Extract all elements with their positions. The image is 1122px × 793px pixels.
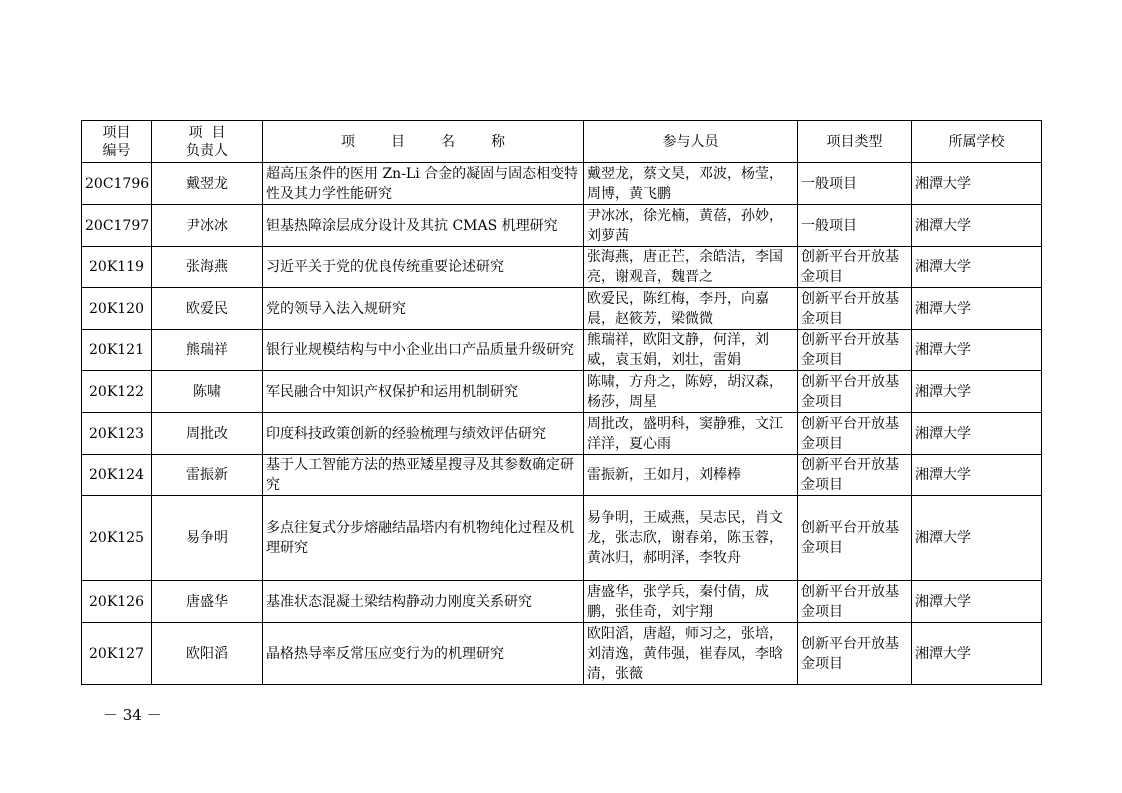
school-cell: 湘潭大学 bbox=[912, 288, 1042, 330]
school-cell: 湘潭大学 bbox=[912, 455, 1042, 496]
members-cell: 欧爱民，陈红梅，李丹，向嘉晨，赵筱芳，梁微微 bbox=[584, 288, 798, 330]
members-cell: 陈啸，方舟之，陈婷，胡汉森，杨莎，周星 bbox=[584, 371, 798, 413]
project-leader-cell: 雷振新 bbox=[152, 455, 263, 496]
header-project-id bbox=[82, 121, 152, 163]
school-cell: 湘潭大学 bbox=[912, 496, 1042, 581]
project-id-cell: 20K123 bbox=[82, 413, 152, 455]
project-type-cell: 一般项目 bbox=[798, 163, 912, 205]
project-leader-cell: 陈啸 bbox=[152, 371, 263, 413]
project-type-cell: 一般项目 bbox=[798, 205, 912, 247]
project-leader-cell: 唐盛华 bbox=[152, 581, 263, 623]
project-name-cell: 银行业规模结构与中小企业出口产品质量升级研究 bbox=[263, 330, 584, 371]
header-name-text: 项目名称 bbox=[341, 133, 541, 150]
school-cell: 湘潭大学 bbox=[912, 623, 1042, 685]
project-name-cell: 基于人工智能方法的热亚矮星搜寻及其参数确定研究 bbox=[263, 455, 584, 496]
project-id-cell: 20K127 bbox=[82, 623, 152, 685]
project-id-cell: 20K119 bbox=[82, 247, 152, 288]
school-cell: 湘潭大学 bbox=[912, 205, 1042, 247]
table-row bbox=[82, 330, 1042, 371]
project-type-cell: 创新平台开放基金项目 bbox=[798, 288, 912, 330]
members-cell: 欧阳滔，唐超，师习之，张培，刘清逸，黄伟强，崔春凤，李晗清，张薇 bbox=[584, 623, 798, 685]
header-project-name bbox=[263, 121, 584, 163]
project-name-cell: 多点往复式分步熔融结晶塔内有机物纯化过程及机理研究 bbox=[263, 496, 584, 581]
school-cell: 湘潭大学 bbox=[912, 581, 1042, 623]
header-project-leader bbox=[152, 121, 263, 163]
project-id-cell: 20K122 bbox=[82, 371, 152, 413]
members-cell: 熊瑞祥，欧阳文静，何洋，刘威，袁玉娟，刘壮，雷娟 bbox=[584, 330, 798, 371]
project-id-cell: 20K125 bbox=[82, 496, 152, 581]
project-type-cell: 创新平台开放基金项目 bbox=[798, 455, 912, 496]
project-id-cell: 20C1796 bbox=[82, 163, 152, 205]
school-cell: 湘潭大学 bbox=[912, 330, 1042, 371]
table-row bbox=[82, 205, 1042, 247]
members-cell: 唐盛华，张学兵，秦付倩，成鹏，张佳奇，刘宇翔 bbox=[584, 581, 798, 623]
table-row bbox=[82, 371, 1042, 413]
project-name-cell: 钽基热障涂层成分设计及其抗 CMAS 机理研究 bbox=[263, 205, 584, 247]
school-cell: 湘潭大学 bbox=[912, 163, 1042, 205]
project-leader-cell: 欧爱民 bbox=[152, 288, 263, 330]
project-name-cell: 晶格热导率反常压应变行为的机理研究 bbox=[263, 623, 584, 685]
header-id-line1: 项目 bbox=[102, 124, 131, 141]
members-cell: 张海燕，唐正芒，余皓洁，李国亮，谢观音，魏晋之 bbox=[584, 247, 798, 288]
page-number: － 34 － bbox=[103, 706, 162, 724]
header-leader-line2: 负责人 bbox=[186, 142, 228, 159]
project-name-cell: 党的领导入法入规研究 bbox=[263, 288, 584, 330]
table-row bbox=[82, 623, 1042, 685]
project-leader-cell: 熊瑞祥 bbox=[152, 330, 263, 371]
header-id-line2: 编号 bbox=[102, 142, 131, 159]
project-leader-cell: 易争明 bbox=[152, 496, 263, 581]
members-cell: 雷振新，王如月，刘棒棒 bbox=[584, 455, 798, 496]
table-row bbox=[82, 496, 1042, 581]
table-row bbox=[82, 455, 1042, 496]
header-members: 参与人员 bbox=[584, 121, 798, 163]
school-cell: 湘潭大学 bbox=[912, 371, 1042, 413]
project-id-cell: 20K124 bbox=[82, 455, 152, 496]
table-row bbox=[82, 288, 1042, 330]
school-cell: 湘潭大学 bbox=[912, 247, 1042, 288]
members-cell: 尹冰冰，徐光楠，黄蓓，孙妙，刘萝茜 bbox=[584, 205, 798, 247]
project-type-cell: 创新平台开放基金项目 bbox=[798, 581, 912, 623]
project-id-cell: 20K121 bbox=[82, 330, 152, 371]
table-row bbox=[82, 413, 1042, 455]
project-leader-cell: 尹冰冰 bbox=[152, 205, 263, 247]
project-id-cell: 20C1797 bbox=[82, 205, 152, 247]
header-school: 所属学校 bbox=[912, 121, 1042, 163]
project-type-cell: 创新平台开放基金项目 bbox=[798, 330, 912, 371]
table-row bbox=[82, 581, 1042, 623]
project-type-cell: 创新平台开放基金项目 bbox=[798, 371, 912, 413]
project-name-cell: 印度科技政策创新的经验梳理与绩效评估研究 bbox=[263, 413, 584, 455]
members-cell: 戴翌龙，蔡文昊，邓波，杨莹，周博，黄飞鹏 bbox=[584, 163, 798, 205]
table-header-row bbox=[82, 121, 1042, 163]
project-type-cell: 创新平台开放基金项目 bbox=[798, 247, 912, 288]
project-name-cell: 超高压条件的医用 Zn-Li 合金的凝固与固态相变特性及其力学性能研究 bbox=[263, 163, 584, 205]
header-project-type: 项目类型 bbox=[798, 121, 912, 163]
table-body bbox=[82, 163, 1042, 685]
project-type-cell: 创新平台开放基金项目 bbox=[798, 623, 912, 685]
school-cell: 湘潭大学 bbox=[912, 413, 1042, 455]
project-id-cell: 20K120 bbox=[82, 288, 152, 330]
project-name-cell: 军民融合中知识产权保护和运用机制研究 bbox=[263, 371, 584, 413]
project-table bbox=[81, 120, 1042, 685]
project-name-cell: 基准状态混凝土梁结构静动力刚度关系研究 bbox=[263, 581, 584, 623]
table-row bbox=[82, 163, 1042, 205]
project-type-cell: 创新平台开放基金项目 bbox=[798, 496, 912, 581]
table-row bbox=[82, 247, 1042, 288]
header-leader-line1: 项 目 bbox=[188, 124, 226, 141]
project-name-cell: 习近平关于党的优良传统重要论述研究 bbox=[263, 247, 584, 288]
project-id-cell: 20K126 bbox=[82, 581, 152, 623]
project-leader-cell: 欧阳滔 bbox=[152, 623, 263, 685]
members-cell: 周批改，盛明科，窦静雅，文江洋洋，夏心雨 bbox=[584, 413, 798, 455]
project-type-cell: 创新平台开放基金项目 bbox=[798, 413, 912, 455]
project-leader-cell: 戴翌龙 bbox=[152, 163, 263, 205]
members-cell: 易争明，王威燕，吴志民，肖文龙，张志欣，谢春弟，陈玉蓉，黄冰归，郝明泽，李牧舟 bbox=[584, 496, 798, 581]
project-leader-cell: 周批改 bbox=[152, 413, 263, 455]
project-leader-cell: 张海燕 bbox=[152, 247, 263, 288]
